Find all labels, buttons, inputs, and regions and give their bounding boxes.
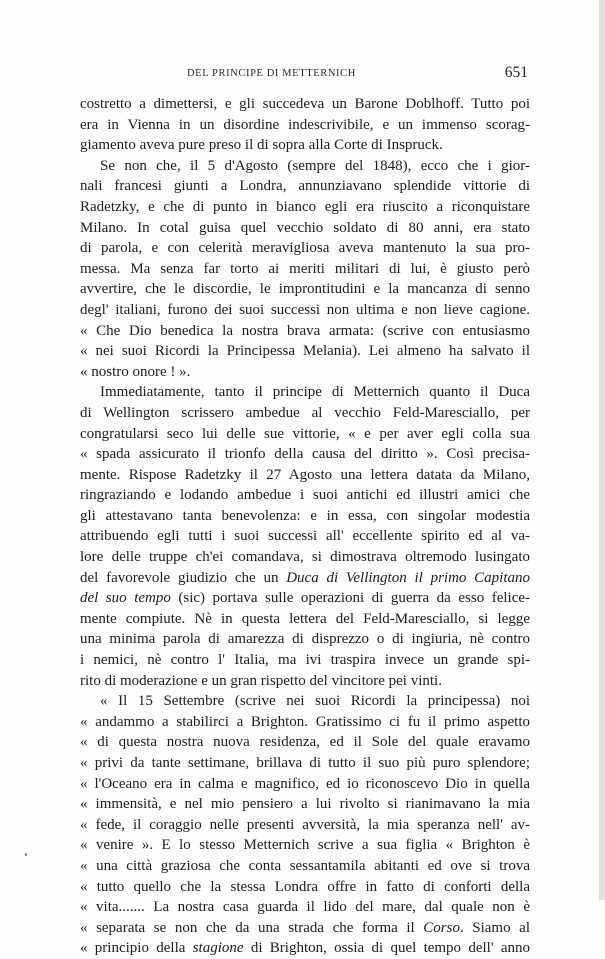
paragraph-start-line: Se non che, il 5 d'Agosto (sempre del 1848), ecco che i gior- xyxy=(100,157,530,174)
text-line: « l'Oceano era in calma e magnifico, ed io riconoscevo Dio in quella xyxy=(80,775,530,792)
text-line: messa. Ma senza far torto ai meriti militari di lui, è giusto però xyxy=(80,260,530,277)
text-line: « nostro onore ! ». xyxy=(80,363,191,380)
text-line: mente compiute. Nè in questa lettera del Feld-Maresciallo, si legge xyxy=(80,610,530,627)
text-line xyxy=(80,918,530,939)
text-line: « andammo a stabilirci a Brighton. Gratissimo ci fu il primo aspetto xyxy=(80,713,530,730)
text-line: di Wellington scrissero ambedue al vecchio Feld-Maresciallo, per xyxy=(80,404,530,421)
italic-term: stagione xyxy=(192,940,244,957)
text-line: Milano. In cotal guisa quel vecchio soldato di 80 anni, era stato xyxy=(80,219,530,236)
page-edge-shadow xyxy=(599,0,605,900)
text-line: « vita....... La nostra casa guarda il lido del mare, dal quale non è xyxy=(80,899,530,916)
text-line: costretto a dimettersi, e gli succedeva un Barone Doblhoff. Tutto poi xyxy=(80,96,530,112)
text-line: mente. Rispose Radetzky il 27 Agosto una lettera datata da Milano, xyxy=(80,466,530,483)
paragraph-start-line: « Il 15 Settembre (scrive nei suoi Ricordi la principessa) noi xyxy=(100,693,530,710)
text-line: « privi da tante settimane, brillava di tutto il suo più puro splendore; xyxy=(80,755,530,771)
text-line: « nei suoi Ricordi la Principessa Melania). Lei almeno ha salvato il xyxy=(80,343,530,360)
text-line: di parola, e con celerità meravigliosa aveva mantenuto la sua pro- xyxy=(80,240,530,257)
text-line: una minima parola di amarezza di disprezzo o di ingiuria, nè contro xyxy=(80,631,530,648)
paragraph-start-line: Immediatamente, tanto il principe di Metternich quanto il Duca xyxy=(100,384,530,401)
text-line: congratularsi seco lui delle sue vittorie, « e per aver egli colla sua xyxy=(80,425,530,442)
text-line: « una città graziosa che conta sessantamila abitanti ed ove si trova xyxy=(80,857,530,874)
text-line: lore delle truppe ch'ei comandava, si dimostrava oltremodo lusingato xyxy=(80,549,530,566)
text-line: i nemici, nè contro l' Italia, ma ivi traspira invece un grande spi- xyxy=(80,652,530,669)
text-line xyxy=(80,568,530,589)
text-line xyxy=(80,588,530,609)
text-line: « immensità, e nel mio pensiero a lui rivolto si rianimavano la mia xyxy=(80,796,530,813)
text-line: nali francesi giunti a Londra, annunziavano splendide vittorie di xyxy=(80,178,530,195)
text-line: era in Vienna in un disordine indescrivibile, e un immenso scorag- xyxy=(80,116,530,133)
text-line: « spada assicurato il trionfo della causa del diritto ». Così precisa- xyxy=(80,446,530,463)
text-run: di Brighton, ossia di quel tempo dell' anno xyxy=(243,940,531,957)
italic-citation: Duca di Vellington il primo Capitano xyxy=(286,569,530,586)
italic-citation: del suo tempo xyxy=(80,590,171,607)
text-line: avvertire, che le discordie, le improntitudini e la mancanza di senno xyxy=(80,281,530,298)
italic-term: Corso xyxy=(423,919,460,936)
text-run: « principio della xyxy=(80,940,193,957)
text-line: « venire ». E lo stesso Metternich scrive a sua figlia « Brighton è xyxy=(80,837,530,854)
text-line xyxy=(80,938,530,959)
page-header xyxy=(80,64,528,84)
text-run: « separata se non che da una strada che forma il xyxy=(80,919,424,936)
body-text xyxy=(80,94,530,959)
text-line: Radetzky, e che di punto in bianco egli era riuscito a riconquistare xyxy=(80,198,530,215)
text-line: degl' italiani, furono dei suoi successi non ultima e non lieve cagione. xyxy=(80,301,530,318)
text-line: « fede, il coraggio nelle presenti avversità, la mia speranza nell' av- xyxy=(80,816,530,833)
text-line: giamento aveva pure preso il di sopra alla Corte di Inspruck. xyxy=(80,137,443,154)
text-line: « tutto quello che la stessa Londra offre in fatto di conforti della xyxy=(80,878,530,895)
text-run: . Siamo al xyxy=(459,919,530,936)
text-line: rito di moderazione e un gran rispetto del vincitore pei vinti. xyxy=(80,672,442,689)
text-line: ringraziando e lodando ambedue i suoi antichi ed illustri amici che xyxy=(80,487,530,504)
page-number: 651 xyxy=(504,64,528,81)
text-line: attribuendo egli tutti i suoi successi all' eccellente spirito ed al va- xyxy=(80,528,530,545)
text-line: « di questa nostra nuova residenza, ed il Sole del quale eravamo xyxy=(80,734,530,751)
text-line: « Che Dio benedica la nostra brava armata: (scrive con entusiasmo xyxy=(80,322,530,339)
text-run: del favorevole giudizio che un xyxy=(80,569,287,586)
running-title: DEL PRINCIPE DI METTERNICH xyxy=(187,68,356,79)
paper-speck xyxy=(25,853,27,856)
text-run: (sic) portava sulle operazioni di guerra da esso felice- xyxy=(170,590,531,607)
text-line: gli attestavano tanta benevolenza: e in essa, con singolar modestia xyxy=(80,507,530,524)
